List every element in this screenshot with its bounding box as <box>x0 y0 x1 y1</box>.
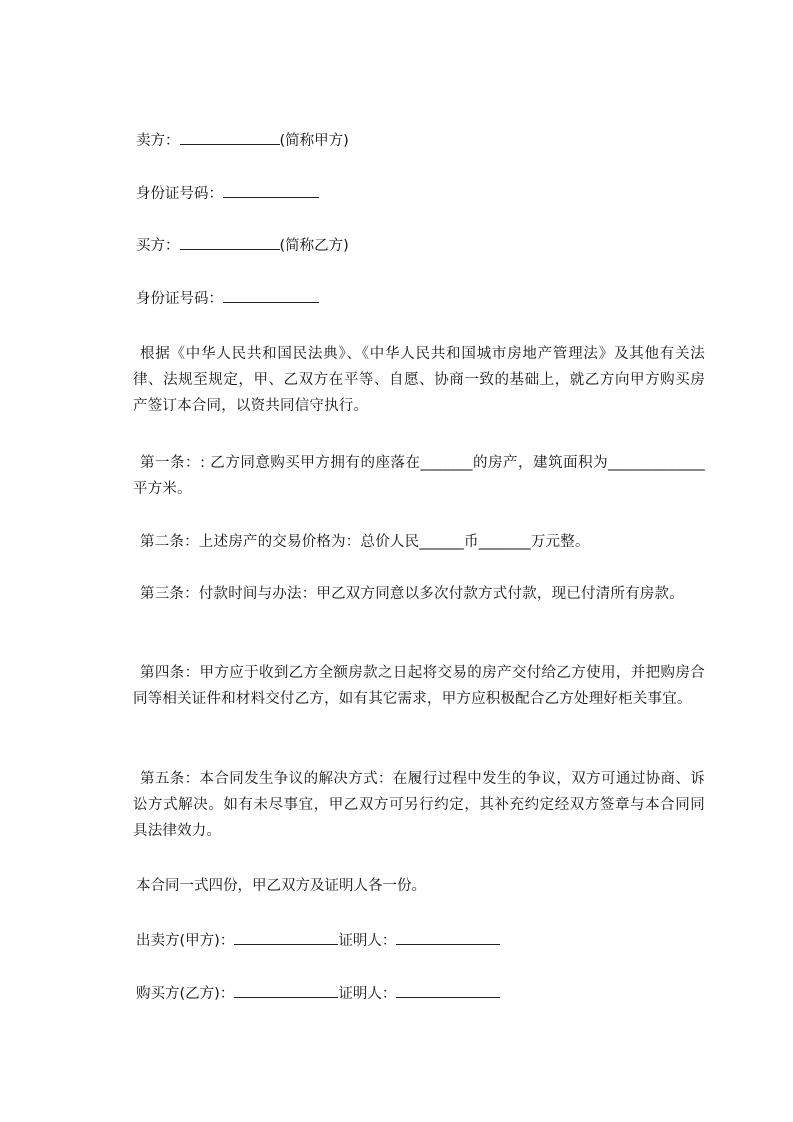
buyer-signature-line <box>136 983 500 1005</box>
seller-signature-label: 出卖方(甲方)： <box>136 933 235 949</box>
seller-label: 卖方： <box>136 133 180 149</box>
seller-id-label: 身份证号码： <box>136 186 223 202</box>
buyer-witness-label: 证明人： <box>338 986 397 1002</box>
seller-name-blank[interactable] <box>180 131 280 145</box>
seller-id-blank[interactable] <box>223 184 319 198</box>
buyer-signature-blank[interactable] <box>234 984 338 998</box>
seller-witness-label: 证明人： <box>338 933 397 949</box>
buyer-id-label: 身份证号码： <box>136 291 223 307</box>
article-4: 第四条：甲方应于收到乙方全额房款之日起将交易的房产交付给乙方使用，并把购房合同等相关证件和材料交付乙方，如有其它需求，甲方应积极配合乙方处理好柜关事宜。 <box>133 665 705 707</box>
seller-note: (简称甲方) <box>279 133 349 149</box>
buyer-signature-label: 购买方(乙方)： <box>136 986 235 1002</box>
seller-signature-line <box>136 930 500 952</box>
buyer-id-line <box>136 288 319 310</box>
buyer-name-blank[interactable] <box>180 236 280 250</box>
article-5: 第五条：本合同发生争议的解决方式：在履行过程中发生的争议，双方可通过协商、诉讼方式解决。如有未尽事宜，甲乙双方可另行约定，其补充约定经双方签章与本合同同具法律效力。 <box>133 771 705 839</box>
copies-line: 本合同一式四份，甲乙双方及证明人各一份。 <box>136 878 426 894</box>
buyer-line <box>136 235 349 257</box>
buyer-note: (简称乙方) <box>279 238 349 254</box>
preamble-paragraph: 根据《中华人民共和国民法典》、《中华人民共和国城市房地产管理法》及其他有关法律、法规至规定，甲、乙双方在平等、自愿、协商一致的基础上，就乙方向甲方购买房产签订本合同，以资共同信守执行。 <box>133 346 705 414</box>
seller-witness-blank[interactable] <box>396 931 500 945</box>
buyer-label: 买方： <box>136 238 180 254</box>
seller-signature-blank[interactable] <box>234 931 338 945</box>
article-1: 第一条：: 乙方同意购买甲方拥有的座落在_______的房产，建筑面积为_____________平方米。 <box>133 455 705 497</box>
seller-id-line <box>136 183 319 205</box>
buyer-id-blank[interactable] <box>223 289 319 303</box>
article-3: 第三条：付款时间与办法：甲乙双方同意以多次付款方式付款，现已付清所有房款。 <box>140 586 684 602</box>
buyer-witness-blank[interactable] <box>396 984 500 998</box>
article-2: 第二条：上述房产的交易价格为：总价人民______币_______万元整。 <box>140 534 590 550</box>
seller-line <box>136 130 349 152</box>
